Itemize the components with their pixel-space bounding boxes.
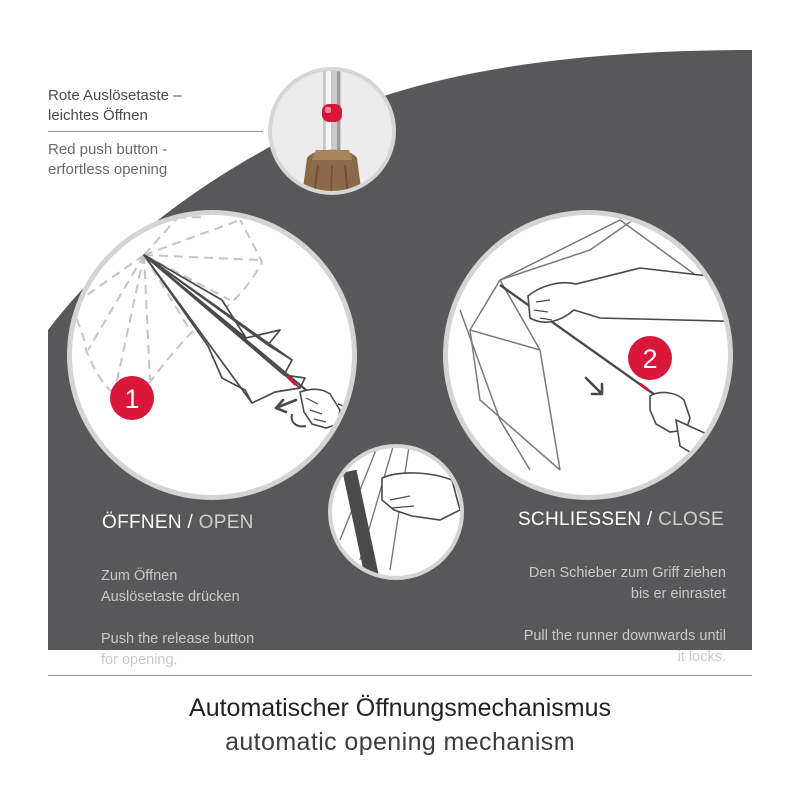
open-heading-separator: / bbox=[181, 512, 199, 533]
red-button-caption-en bbox=[48, 140, 268, 180]
open-heading-de: ÖFFNEN bbox=[102, 512, 182, 533]
close-desc-de: Den Schieber zum Griff ziehen bis er einrastet bbox=[528, 565, 726, 602]
red-button-caption-en-line2: erfortless opening bbox=[48, 161, 168, 178]
red-button-caption-de-line2: leichtes Öffnen bbox=[48, 107, 148, 124]
step-1-number: 1 bbox=[124, 384, 140, 414]
page-title-en: automatic opening mechanism bbox=[225, 728, 575, 756]
open-desc-en: Push the release button for opening. bbox=[101, 631, 255, 668]
caption-divider bbox=[48, 131, 263, 132]
title-divider bbox=[48, 675, 752, 676]
close-step-heading bbox=[518, 509, 724, 531]
close-desc-en: Pull the runner downwards until it locks. bbox=[523, 628, 726, 665]
open-step-heading bbox=[102, 512, 254, 534]
red-button-caption-de bbox=[48, 86, 268, 126]
close-heading-de: SCHLIESSEN bbox=[517, 509, 642, 530]
open-desc-de: Zum Öffnen Auslösetaste drücken bbox=[101, 568, 240, 605]
close-heading-en: CLOSE bbox=[658, 509, 724, 530]
red-button-caption-de-line1: Rote Auslösetaste – bbox=[48, 87, 182, 104]
open-step-description bbox=[101, 545, 321, 692]
close-heading-separator: / bbox=[641, 509, 659, 530]
red-push-button-icon bbox=[322, 104, 342, 122]
red-button-caption-en-line1: Red push button - bbox=[48, 141, 168, 158]
close-step-description bbox=[466, 542, 726, 689]
step-2-number: 2 bbox=[642, 344, 658, 374]
red-button-detail-circle bbox=[268, 60, 396, 196]
open-heading-en: OPEN bbox=[198, 512, 254, 533]
page-title-de: Automatischer Öffnungsmechanismus bbox=[189, 694, 611, 722]
open-step-circle bbox=[67, 210, 357, 500]
